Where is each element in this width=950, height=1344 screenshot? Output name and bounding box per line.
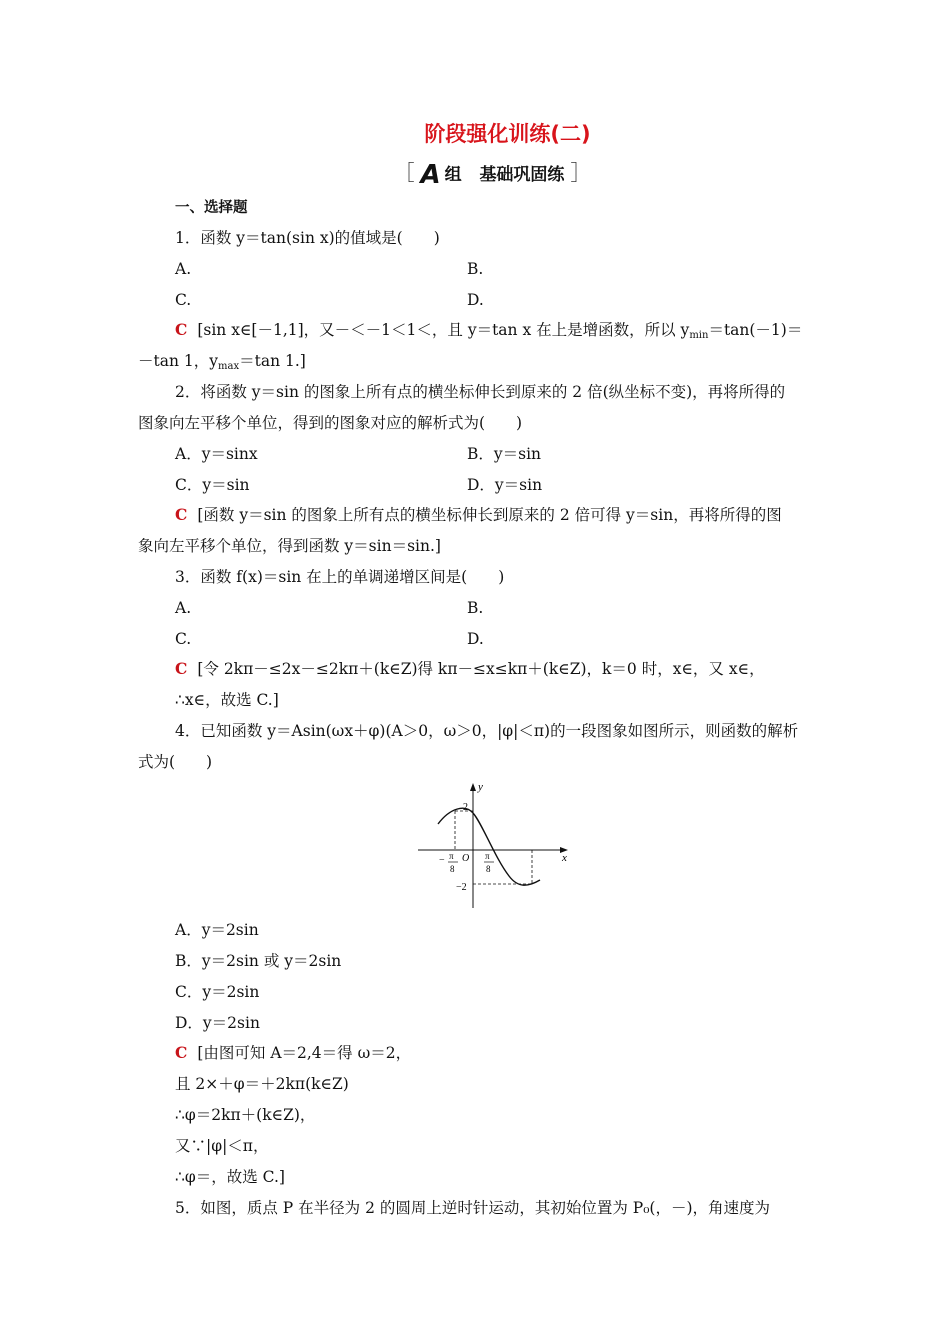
answer-3-line-1 (175, 659, 765, 679)
answer-1-line-2 (138, 351, 306, 377)
answer-4-line-4: 又∵|φ|＜π， (175, 1137, 269, 1155)
sine-graph (410, 778, 580, 910)
q2-option-c: C．y＝sin (175, 476, 250, 494)
x-axis-label: x (562, 852, 567, 864)
answer-4-text: [由图可知 A＝2,4＝得 ω＝2， (197, 1044, 412, 1062)
q1-option-d: D. (467, 291, 484, 309)
answer-2-letter: C (175, 505, 188, 524)
q1-option-a: A. (175, 260, 192, 278)
q4-option-a: A．y＝2sin (175, 921, 259, 939)
question-4-line-1: 4．已知函数 y＝Asin(ωx＋φ)(A＞0，ω＞0，|φ|＜π)的一段图象如图所示，则函数的解析 (175, 722, 799, 740)
q1-option-b: B. (467, 260, 484, 278)
x-pos-denominator: 8 (486, 864, 491, 874)
question-2-line-2: 图象向左平移个单位，得到的图象对应的解析式为( ) (138, 414, 523, 432)
answer-2-line-1 (175, 505, 782, 525)
group-heading (0, 160, 950, 190)
question-3: 3．函数 f(x)＝sin 在上的单调递增区间是( ) (175, 568, 505, 586)
answer-3-line-2: ∴x∈，故选 C.] (175, 691, 279, 709)
answer-1-text-c: －tan 1，y (138, 352, 218, 370)
subscript-max: max (218, 361, 240, 372)
q2-option-a: A．y＝sinx (175, 445, 258, 463)
group-label: 组 (444, 165, 462, 185)
bracket-open: ［ (393, 161, 415, 185)
origin-label: O (462, 853, 470, 864)
answer-1-letter: C (175, 320, 188, 339)
q3-option-d: D. (467, 630, 484, 648)
question-2-line-1: 2．将函数 y＝sin 的图象上所有点的横坐标伸长到原来的 2 倍(纵坐标不变)，再将所得的 (175, 383, 786, 401)
answer-4-line-3: ∴φ＝2kπ＋(k∈Z)， (175, 1106, 316, 1124)
y-axis-arrow (470, 783, 476, 791)
section-heading: 一、选择题 (175, 200, 248, 216)
q4-option-c: C．y＝2sin (175, 983, 260, 1001)
q2-option-d: D．y＝sin (467, 476, 543, 494)
answer-1-text-d: ＝tan 1.] (239, 352, 306, 370)
page-title: 阶段强化训练(二) (424, 122, 591, 146)
answer-1-text-b: ＝tan(－1)＝ (708, 321, 803, 339)
x-pos-numerator: π (485, 851, 490, 861)
answer-4-letter: C (175, 1043, 188, 1062)
q1-option-c: C. (175, 291, 192, 309)
group-name: 基础巩固练 (479, 165, 565, 185)
answer-2-line-2: 象向左平移个单位，得到函数 y＝sin＝sin.] (138, 537, 441, 555)
answer-1-text: [sin x∈[－1,1]，又－＜－1＜1＜，且 y＝tan x 在上是增函数，所以 y (197, 321, 690, 339)
question-1: 1．函数 y＝tan(sin x)的值域是( ) (175, 229, 440, 247)
q3-option-a: A. (175, 599, 192, 617)
q3-option-b: B. (467, 599, 484, 617)
q2-option-b: B．y＝sin (467, 445, 542, 463)
answer-4-line-1 (175, 1043, 411, 1063)
y-min-label: −2 (456, 882, 467, 893)
answer-4-line-5: ∴φ＝，故选 C.] (175, 1168, 285, 1186)
x-neg-sign: − (439, 855, 445, 866)
q4-option-d: D．y＝2sin (175, 1014, 260, 1032)
question-4-line-2: 式为( ) (138, 753, 213, 771)
answer-4-line-2: 且 2×＋φ＝＋2kπ(k∈Z) (175, 1075, 349, 1093)
x-neg-denominator: 8 (450, 864, 455, 874)
q4-option-b: B．y＝2sin 或 y＝2sin (175, 952, 342, 970)
answer-3-letter: C (175, 659, 188, 678)
bracket-close: ］ (570, 161, 592, 185)
answer-3-text: [令 2kπ－≤2x－≤2kπ＋(k∈Z)得 kπ－≤x≤kπ＋(k∈Z)，k＝0 时，x∈，又 x∈， (197, 660, 765, 678)
y-axis-label: y (478, 781, 483, 793)
x-neg-numerator: π (449, 851, 454, 861)
y-max-label: 2 (463, 802, 468, 813)
q3-option-c: C. (175, 630, 192, 648)
answer-2-text: [函数 y＝sin 的图象上所有点的横坐标伸长到原来的 2 倍可得 y＝sin，再将所得的图 (197, 506, 782, 524)
answer-1-line-1 (175, 320, 802, 346)
subscript-min: min (689, 330, 709, 341)
group-letter: A (420, 160, 441, 190)
question-5-line-1: 5．如图，质点 P 在半径为 2 的圆周上逆时针运动，其初始位置为 P₀(，－)，角速度为 (175, 1199, 771, 1217)
